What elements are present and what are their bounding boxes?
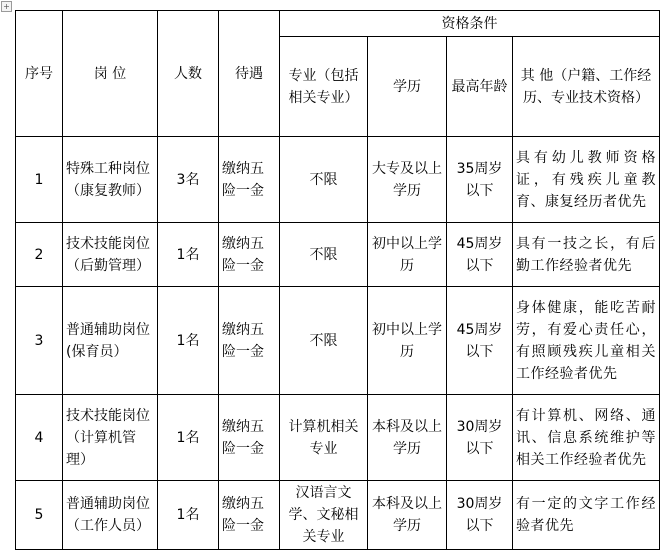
cell-count: 1名 — [158, 223, 219, 287]
cell-other: 具有一技之长，有后勤工作经验者优先 — [513, 223, 660, 287]
cell-position: 技术技能岗位（后勤管理） — [63, 223, 158, 287]
table-move-handle-icon[interactable]: + — [1, 1, 12, 12]
cell-benefits: 缴纳五险一金 — [219, 137, 280, 223]
cell-index: 5 — [16, 481, 63, 550]
cell-position: 特殊工种岗位（康复教师） — [63, 137, 158, 223]
cell-major: 汉语言文学、文秘相关专业 — [280, 481, 368, 550]
cell-benefits: 缴纳五险一金 — [219, 481, 280, 550]
cell-position: 普通辅助岗位（工作人员） — [63, 481, 158, 550]
cell-benefits: 缴纳五险一金 — [219, 223, 280, 287]
cell-max-age: 45周岁以下 — [447, 287, 513, 395]
header-index: 序号 — [16, 11, 63, 137]
cell-other: 具有幼儿教师资格证，有残疾儿童教育、康复经历者优先 — [513, 137, 660, 223]
table-row — [16, 481, 660, 550]
cell-benefits: 缴纳五险一金 — [219, 287, 280, 395]
cell-other: 身体健康，能吃苦耐劳，有爱心责任心，有照顾残疾儿童相关工作经验者优先 — [513, 287, 660, 395]
cell-max-age: 30周岁以下 — [447, 481, 513, 550]
cell-major: 计算机相关专业 — [280, 395, 368, 481]
cell-count: 1名 — [158, 481, 219, 550]
cell-benefits: 缴纳五险一金 — [219, 395, 280, 481]
cell-major: 不限 — [280, 137, 368, 223]
cell-count: 1名 — [158, 395, 219, 481]
table-row — [16, 137, 660, 223]
table-row — [16, 287, 660, 395]
cell-count: 1名 — [158, 287, 219, 395]
cell-index: 1 — [16, 137, 63, 223]
cell-index: 3 — [16, 287, 63, 395]
header-max-age: 最高年龄 — [447, 37, 513, 137]
header-row — [16, 11, 660, 37]
cell-education: 大专及以上学历 — [368, 137, 447, 223]
table-row — [16, 395, 660, 481]
table-row — [16, 223, 660, 287]
cell-education: 本科及以上学历 — [368, 481, 447, 550]
cell-education: 初中以上学历 — [368, 223, 447, 287]
cell-education: 本科及以上学历 — [368, 395, 447, 481]
cell-max-age: 35周岁以下 — [447, 137, 513, 223]
cell-major: 不限 — [280, 223, 368, 287]
cell-education: 初中以上学历 — [368, 287, 447, 395]
header-qualifications: 资格条件 — [280, 11, 660, 37]
header-major: 专业（包括相关专业） — [280, 37, 368, 137]
cell-other: 有一定的文字工作经验者优先 — [513, 481, 660, 550]
cell-index: 2 — [16, 223, 63, 287]
recruitment-table — [15, 10, 660, 550]
cell-max-age: 45周岁以下 — [447, 223, 513, 287]
cell-other: 有计算机、网络、通讯、信息系统维护等相关工作经验者优先 — [513, 395, 660, 481]
cell-position: 普通辅助岗位(保育员） — [63, 287, 158, 395]
header-count: 人数 — [158, 11, 219, 137]
cell-position: 技术技能岗位（计算机管理） — [63, 395, 158, 481]
cell-index: 4 — [16, 395, 63, 481]
header-position: 岗 位 — [63, 11, 158, 137]
header-other: 其 他（户籍、工作经历、专业技术资格） — [513, 37, 660, 137]
header-benefits: 待遇 — [219, 11, 280, 137]
header-education: 学历 — [368, 37, 447, 137]
cell-max-age: 30周岁以下 — [447, 395, 513, 481]
cell-major: 不限 — [280, 287, 368, 395]
cell-count: 3名 — [158, 137, 219, 223]
